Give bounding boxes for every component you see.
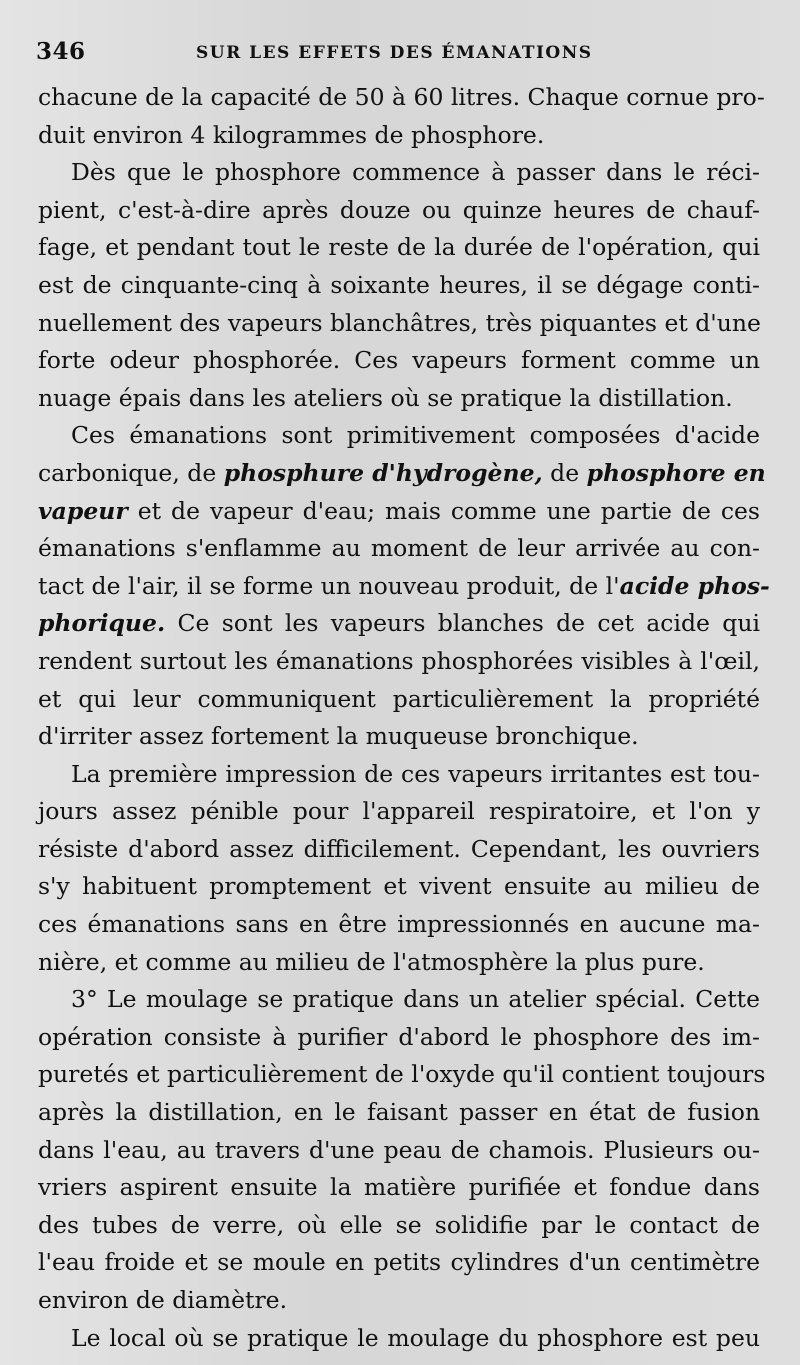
text-segment: et de vapeur d'eau; mais comme une partie de ces [127, 496, 760, 525]
text-line [38, 342, 760, 380]
text-line [38, 568, 770, 606]
text-segment: vriers aspirent ensuite la matière purifiée et fondue dans [38, 1173, 760, 1202]
text-segment: Dès que le phosphore commence à passer dans le réci- [71, 158, 760, 187]
body-text [38, 79, 770, 1357]
text-segment: Ce sont les vapeurs blanches de cet acide qui [165, 609, 760, 638]
text-segment: duit environ 4 kilogrammes de phosphore. [38, 120, 545, 149]
text-segment: émanations s'enflamme au moment de leur arrivée au con- [38, 534, 760, 563]
text-line [38, 831, 760, 869]
text-line [38, 229, 760, 267]
text-line [38, 944, 760, 982]
italic-term: vapeur [38, 496, 128, 525]
text-segment: résiste d'abord assez difficilement. Cependant, les ouvriers [38, 834, 760, 863]
running-head: SUR LES EFFETS DES ÉMANATIONS [196, 43, 593, 63]
text-line [38, 380, 760, 418]
text-segment: nière, et comme au milieu de l'atmosphère la plus pure. [38, 947, 705, 976]
page-header [36, 38, 764, 68]
text-line [38, 79, 765, 117]
text-segment: s'y habituent promptement et vivent ensuite au milieu de [38, 872, 760, 901]
text-segment: nuage épais dans les ateliers où se pratique la distillation. [38, 383, 733, 412]
text-segment: et qui leur communiquent particulièrement la propriété [38, 684, 760, 713]
text-segment: environ de diamètre. [38, 1286, 288, 1314]
italic-term: phorique. [38, 609, 166, 638]
text-line [38, 605, 760, 643]
text-segment: fage, et pendant tout le reste de la durée de l'opération, qui [38, 233, 760, 262]
text-line [38, 1244, 760, 1282]
text-segment: nuellement des vapeurs blanchâtres, très piquantes et d'une [38, 308, 761, 337]
text-line [38, 117, 760, 155]
text-segment: Le local où se pratique le moulage du phosphore est peu [71, 1323, 760, 1352]
text-line [38, 868, 760, 906]
text-segment: dans l'eau, au travers d'une peau de chamois. Plusieurs ou- [38, 1135, 760, 1164]
text-segment: pient, c'est-à-dire après douze ou quinze heures de chauf- [38, 195, 760, 224]
text-segment: carbonique, de [38, 458, 224, 487]
text-line [38, 154, 760, 192]
text-line [38, 1019, 760, 1057]
text-line [38, 981, 760, 1019]
text-line [38, 793, 760, 831]
text-line [38, 1094, 760, 1132]
text-segment: de [542, 458, 587, 487]
text-line [38, 267, 760, 305]
text-segment: La première impression de ces vapeurs irritantes est tou- [71, 759, 760, 788]
text-segment: après la distillation, en le faisant passer en état de fusion [38, 1098, 760, 1127]
text-line [38, 417, 760, 455]
italic-term: phosphore en [586, 458, 766, 487]
text-line [38, 1132, 760, 1170]
text-line [38, 305, 760, 343]
text-segment: chacune de la capacité de 50 à 60 litres. Chaque cornue pro- [38, 83, 765, 111]
text-line [38, 455, 766, 493]
text-segment: forte odeur phosphorée. Ces vapeurs forment comme un [38, 346, 760, 375]
text-segment: est de cinquante-cinq à soixante heures, il se dégage conti- [38, 270, 760, 299]
text-line [38, 530, 760, 568]
italic-term: phosphure d'hydrogène, [223, 458, 543, 487]
text-line [38, 192, 760, 230]
text-line [38, 1207, 760, 1245]
text-segment: tact de l'air, il se forme un nouveau produit, de l' [38, 571, 620, 600]
text-line [38, 1169, 760, 1207]
page-number: 346 [36, 38, 86, 65]
text-line [38, 1320, 760, 1358]
text-segment: opération consiste à purifier d'abord le phosphore des im- [38, 1022, 760, 1051]
text-segment: Ces émanations sont primitivement composées d'acide [71, 421, 760, 450]
text-line [38, 756, 760, 794]
text-line [38, 493, 760, 531]
text-segment: 3° Le moulage se pratique dans un atelier spécial. Cette [71, 985, 760, 1014]
text-line [38, 1282, 760, 1320]
text-segment: d'irriter assez fortement la muqueuse bronchique. [38, 722, 639, 751]
text-line [38, 643, 760, 681]
text-line [38, 1056, 766, 1094]
italic-term: acide phos- [619, 571, 770, 600]
text-segment: ces émanations sans en être impressionnés en aucune ma- [38, 910, 760, 939]
text-line [38, 681, 760, 719]
text-segment: jours assez pénible pour l'appareil respiratoire, et l'on y [38, 797, 760, 826]
text-segment: puretés et particulièrement de l'oxyde qu'il contient toujours [38, 1060, 766, 1089]
text-segment: des tubes de verre, où elle se solidifie par le contact de [38, 1210, 760, 1239]
text-segment: rendent surtout les émanations phosphorées visibles à l'œil, [38, 646, 760, 675]
text-line [38, 718, 760, 756]
text-line [38, 906, 760, 944]
text-segment: l'eau froide et se moule en petits cylindres d'un centimètre [38, 1248, 760, 1277]
